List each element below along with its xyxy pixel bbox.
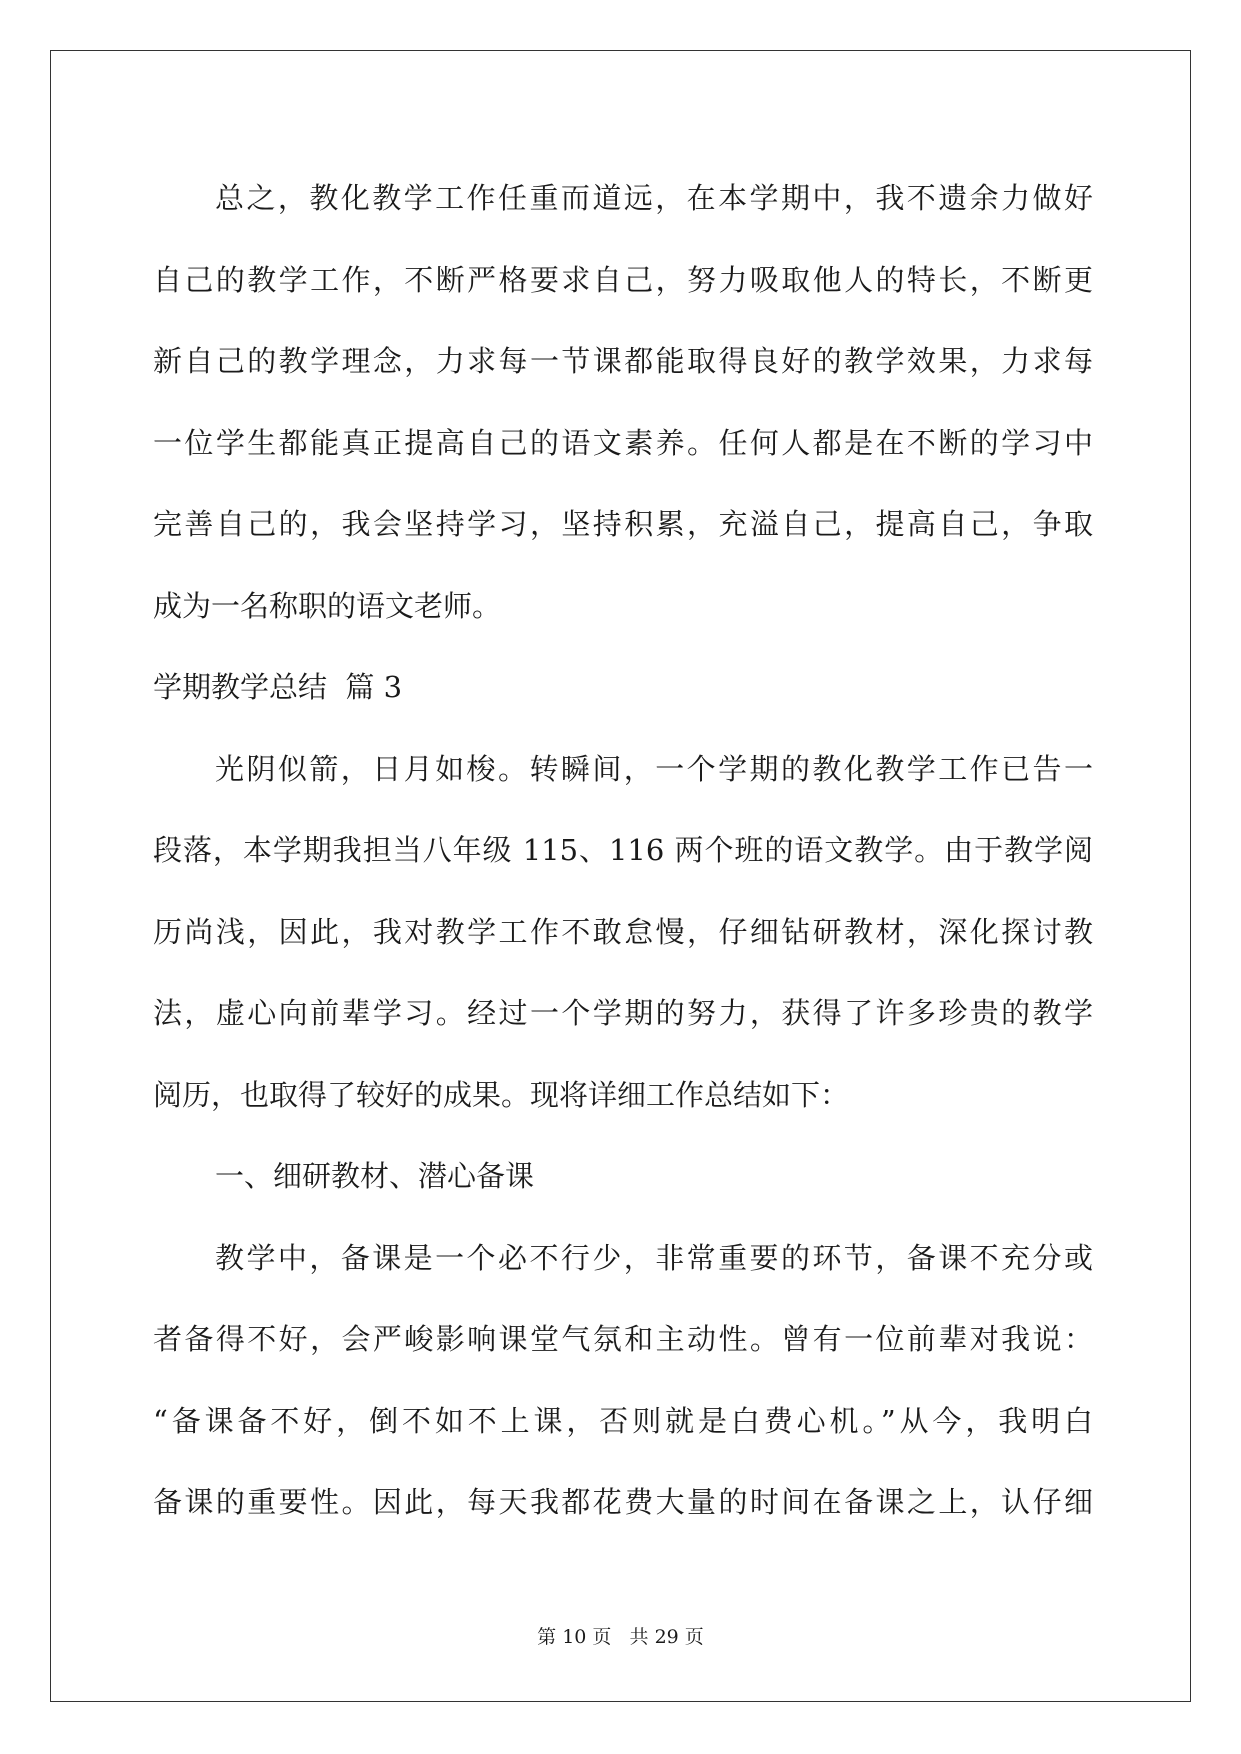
text-line: 一位学生都能真正提高自己的语文素养。任何人都是在不断的学习中	[153, 425, 1093, 460]
document-body	[153, 158, 1093, 1544]
page-footer: 第 10 页 共 29 页	[537, 1626, 704, 1648]
subsection-heading: 一、细研教材、潜心备课	[215, 1159, 535, 1193]
text-line: “备课备不好，倒不如不上课，否则就是白费心机。”从今，我明白	[153, 1403, 1093, 1438]
text-line: 者备得不好，会严峻影响课堂气氛和主动性。曾有一位前辈对我说：	[153, 1322, 1093, 1356]
text-line: 段落，本学期我担当八年级 115、116 两个班的语文教学。由于教学阅	[153, 833, 1093, 867]
text-line: 新自己的教学理念，力求每一节课都能取得良好的教学效果，力求每	[153, 344, 1093, 378]
text-line: 自己的教学工作，不断严格要求自己，努力吸取他人的特长，不断更	[153, 262, 1093, 297]
text-line: 历尚浅，因此，我对教学工作不敢怠慢，仔细钻研教材，深化探讨教	[153, 914, 1093, 949]
text-line: 完善自己的，我会坚持学习，坚持积累，充溢自己，提高自己，争取	[153, 507, 1093, 541]
section-heading: 学期教学总结 篇 3	[153, 670, 403, 704]
text-line: 阅历，也取得了较好的成果。现将详细工作总结如下：	[153, 1077, 850, 1112]
text-line: 总之，教化教学工作任重而道远，在本学期中，我不遗余力做好	[215, 181, 1093, 215]
text-line: 成为一名称职的语文老师。	[153, 588, 502, 623]
text-line: 光阴似箭，日月如梭。转瞬间，一个学期的教化教学工作已告一	[215, 751, 1093, 786]
text-line: 备课的重要性。因此，每天我都花费大量的时间在备课之上，认仔细	[153, 1485, 1093, 1519]
text-line: 法，虚心向前辈学习。经过一个学期的努力，获得了许多珍贵的教学	[153, 996, 1093, 1030]
text-line: 教学中，备课是一个必不行少，非常重要的环节，备课不充分或	[215, 1240, 1093, 1275]
